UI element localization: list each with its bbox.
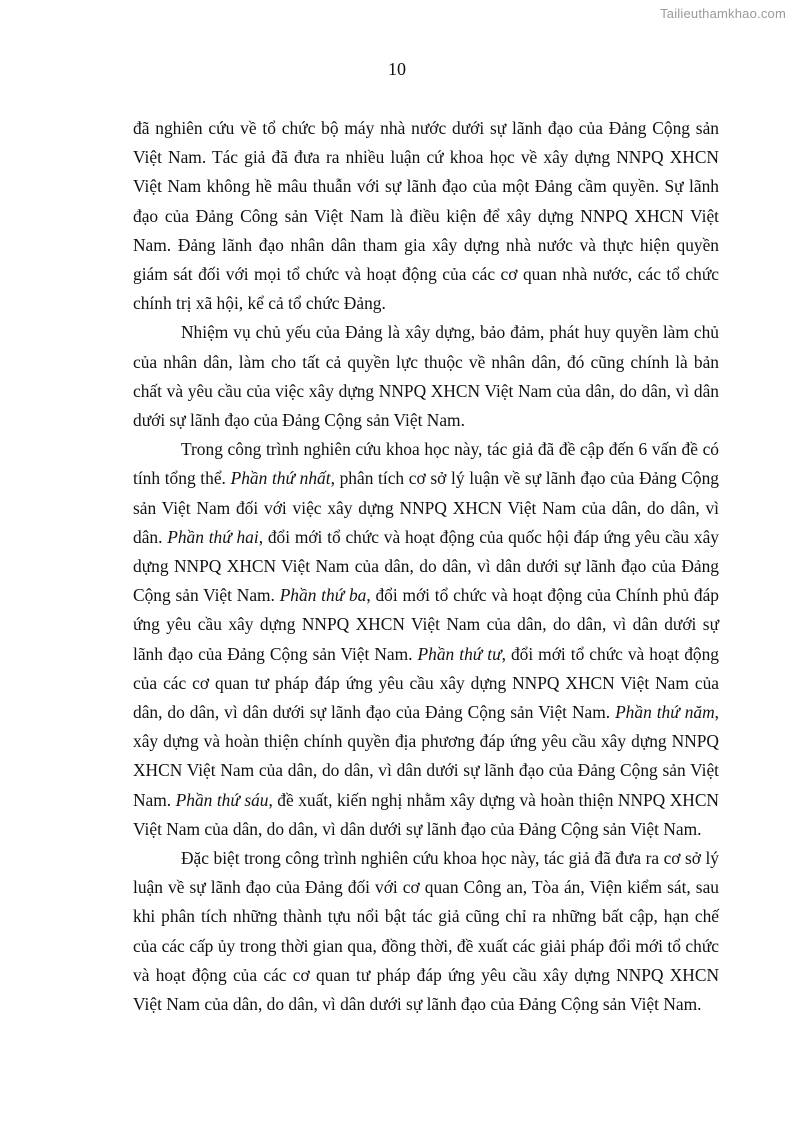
text-run: Nhiệm vụ chủ yếu của Đảng là xây dựng, bảo đảm, phát huy quyền làm chủ của nhân dân, làm cho tất cả quyền lực thuộc về nhân dân, đó cũng chính là bản chất và yêu cầu của việc xây dựng NNPQ XHCN Việt Nam của dân, do dân, vì dân dưới sự lãnh đạo của Đảng Cộng sản Việt Nam.: [133, 322, 719, 431]
paragraph: [133, 435, 719, 844]
text-run: , xây dựng và hoàn thiện chính quyền địa phương đáp ứng yêu cầu xây dựng NNPQ XHCN Việt Nam của dân, do dân, vì dân dưới sự lãnh đạo của Đảng Cộng sản Việt Nam.: [133, 702, 720, 810]
italic-text-run: Phần thứ ba: [279, 585, 367, 606]
text-run: , đổi mới tổ chức và hoạt động của quốc hội đáp ứng yêu cầu xây dựng NNPQ XHCN Việt Nam của dân, do dân, vì dân dưới sự lãnh đạo của Đảng Cộng sản Việt Nam.: [133, 526, 720, 606]
italic-text-run: Phần thứ tư: [417, 643, 502, 664]
italic-text-run: Phần thứ nhất: [230, 468, 331, 489]
paragraph: [133, 318, 719, 435]
paragraph: [133, 844, 719, 1019]
text-run: , đổi mới tổ chức và hoạt động của các cơ quan tư pháp đáp ứng yêu cầu xây dựng NNPQ XHCN Việt Nam của dân, do dân, vì dân dưới sự lãnh đạo của Đảng Cộng sản Việt Nam.: [133, 643, 720, 723]
text-run: đã nghiên cứu về tổ chức bộ máy nhà nước dưới sự lãnh đạo của Đảng Cộng sản Việt Nam. Tác giả đã đưa ra nhiều luận cứ khoa học về xây dựng NNPQ XHCN Việt Nam không hề mâu thuẫn với sự lãnh đạo của một Đảng cầm quyền. Sự lãnh đạo của Đảng Công sản Việt Nam là điều kiện để xây dựng NNPQ XHCN Việt Nam. Đảng lãnh đạo nhân dân tham gia xây dựng nhà nước và thực hiện quyền giám sát đối với mọi tổ chức và hoạt động của các cơ quan nhà nước, các tổ chức chính trị xã hội, kể cả tổ chức Đảng.: [133, 118, 719, 314]
italic-text-run: Phần thứ hai: [167, 526, 259, 547]
watermark-text: Tailieuthamkhao.com: [660, 6, 786, 21]
text-run: , đề xuất, kiến nghị nhằm xây dựng và hoàn thiện NNPQ XHCN Việt Nam của dân, do dân, vì dân dưới sự lãnh đạo của Đảng Cộng sản Việt Nam.: [133, 789, 719, 839]
text-run: Đặc biệt trong công trình nghiên cứu khoa học này, tác giả đã đưa ra cơ sở lý luận về sự lãnh đạo của Đảng đối với cơ quan Công an, Tòa án, Viện kiểm sát, sau khi phân tích những thành tựu nổi bật tác giả cũng chỉ ra những bất cập, hạn chế của các cấp ủy trong thời gian qua, đồng thời, đề xuất các giải pháp đổi mới tổ chức và hoạt động của các cơ quan tư pháp đáp ứng yêu cầu xây dựng NNPQ XHCN Việt Nam của dân, do dân, vì dân dưới sự lãnh đạo của Đảng Cộng sản Việt Nam.: [133, 848, 719, 1015]
italic-text-run: Phần thứ năm: [615, 702, 715, 723]
paragraph: [133, 114, 719, 318]
text-run: , phân tích cơ sở lý luận về sự lãnh đạo của Đảng Cộng sản Việt Nam đối với việc xây dựng NNPQ XHCN Việt Nam của dân, do dân, vì dân.: [133, 468, 719, 547]
document-body: [133, 114, 719, 1019]
text-run: Trong công trình nghiên cứu khoa học này, tác giả đã đề cập đến 6 vấn đề có tính tổng thể.: [133, 439, 719, 489]
italic-text-run: Phần thứ sáu: [175, 789, 269, 810]
page-number: 10: [388, 59, 406, 79]
text-run: , đổi mới tổ chức và hoạt động của Chính phủ đáp ứng yêu cầu xây dựng NNPQ XHCN Việt Nam của dân, do dân, vì dân dưới sự lãnh đạo của Đảng Cộng sản Việt Nam.: [133, 585, 719, 664]
